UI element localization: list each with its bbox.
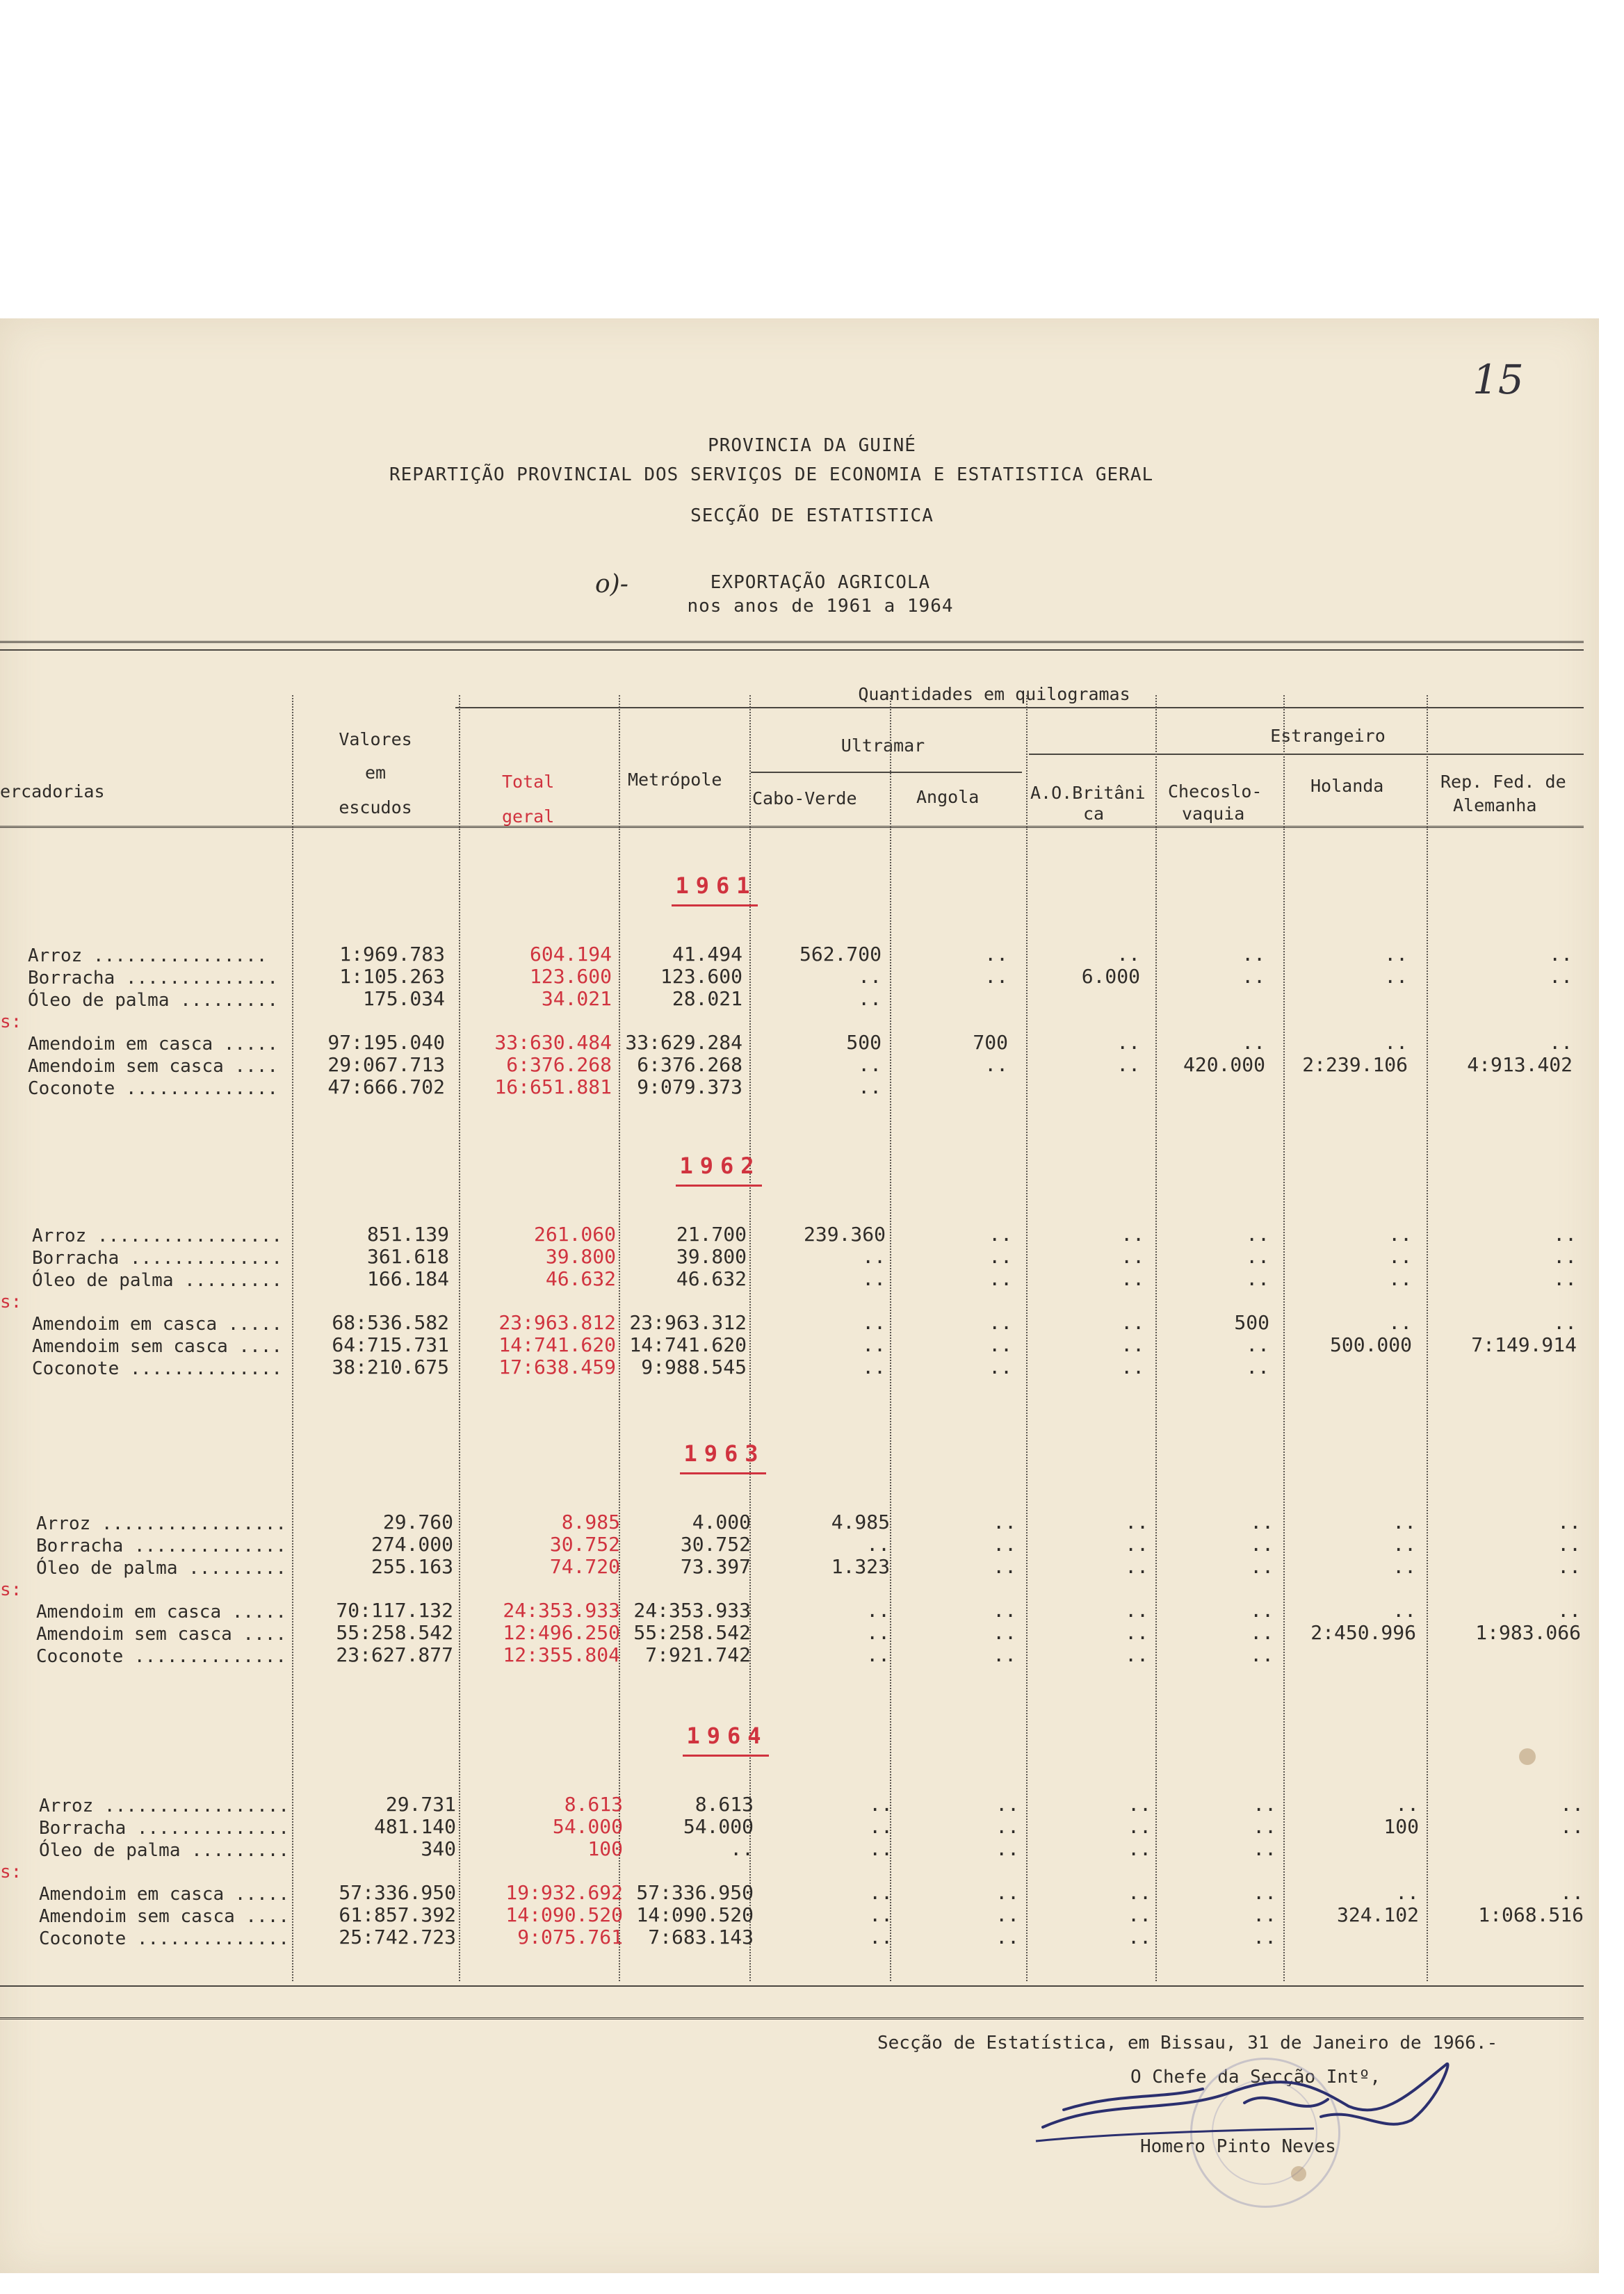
product-name: Amendoim sem casca .... xyxy=(39,1906,290,1927)
col-ultramar: Ultramar xyxy=(841,735,925,756)
cell-angola: .. xyxy=(996,1793,1019,1816)
product-name: Amendoim sem casca .... xyxy=(28,1056,279,1077)
cell-valores: 25:742.723 xyxy=(339,1926,456,1949)
cell-holanda: .. xyxy=(1384,1031,1408,1054)
cell-cabo-verde: .. xyxy=(866,1621,890,1644)
col-checo-2: vaquia xyxy=(1182,804,1245,824)
cell-metropole: 7:921.742 xyxy=(645,1643,751,1666)
cell-holanda: .. xyxy=(1395,1881,1419,1904)
product-name: Amendoim em casca ..... xyxy=(32,1314,283,1335)
cell-checo: .. xyxy=(1246,1333,1269,1356)
product-name: Arroz ................. xyxy=(39,1796,290,1816)
cell-cabo-verde: .. xyxy=(858,987,882,1010)
cell-total: 74.720 xyxy=(549,1555,620,1578)
cell-metropole: 8.613 xyxy=(695,1793,754,1816)
paper-stain xyxy=(1519,1748,1536,1765)
cell-rfa: 4:913.402 xyxy=(1467,1053,1573,1076)
cell-holanda: .. xyxy=(1384,943,1408,966)
cell-holanda: .. xyxy=(1392,1555,1416,1578)
cell-rfa: .. xyxy=(1560,1881,1584,1904)
cell-valores: 255.163 xyxy=(371,1555,453,1578)
cell-cabo-verde: .. xyxy=(866,1643,890,1666)
cell-valores: 175.034 xyxy=(362,987,445,1010)
cell-angola: .. xyxy=(989,1333,1012,1356)
col-checo-1: Checoslo- xyxy=(1168,781,1262,802)
col-aoc-1: A.O.Britâni xyxy=(1030,783,1146,803)
cell-valores: 29.760 xyxy=(382,1511,453,1534)
cell-cabo-verde: .. xyxy=(869,1837,893,1860)
cell-checo: .. xyxy=(1242,943,1265,966)
cell-rfa: .. xyxy=(1557,1555,1581,1578)
cell-total: 16:651.881 xyxy=(494,1075,612,1098)
cell-valores: 481.140 xyxy=(373,1815,456,1838)
cell-cabo-verde: .. xyxy=(862,1356,886,1378)
group-label: s: xyxy=(0,1011,22,1032)
cell-checo: .. xyxy=(1242,965,1265,988)
document-subtitle: nos anos de 1961 a 1964 xyxy=(687,596,954,617)
product-name: Arroz ................ xyxy=(28,945,268,966)
cell-angola: .. xyxy=(989,1267,1012,1290)
cell-angola: .. xyxy=(993,1533,1016,1556)
table-top-rule-2 xyxy=(0,649,1584,651)
cell-valores: 55:258.542 xyxy=(336,1621,453,1644)
col-metropole: Metrópole xyxy=(628,770,722,790)
cell-aoc: .. xyxy=(1125,1643,1148,1666)
cell-valores: 361.618 xyxy=(366,1245,449,1268)
header-line-1: PROVINCIA DA GUINÉ xyxy=(708,435,916,456)
section-letter: o)- xyxy=(595,570,628,599)
cell-cabo-verde: 1.323 xyxy=(831,1555,890,1578)
cell-aoc: .. xyxy=(1116,1053,1140,1076)
cell-rfa: 1:068.516 xyxy=(1478,1903,1584,1926)
cell-aoc: .. xyxy=(1128,1837,1151,1860)
col-rfa-1: Rep. Fed. de xyxy=(1440,772,1566,792)
cell-cabo-verde: .. xyxy=(869,1815,893,1838)
cell-aoc: .. xyxy=(1121,1311,1144,1334)
cell-aoc: .. xyxy=(1128,1926,1151,1949)
cell-total: 54.000 xyxy=(552,1815,623,1838)
cell-angola: .. xyxy=(993,1599,1016,1622)
cell-valores: 274.000 xyxy=(371,1533,453,1556)
cell-rfa: .. xyxy=(1553,1311,1577,1334)
product-name: Óleo de palma ......... xyxy=(39,1840,290,1861)
cell-aoc: .. xyxy=(1125,1599,1148,1622)
group-label: s: xyxy=(0,1862,22,1882)
cell-holanda: .. xyxy=(1388,1267,1412,1290)
cell-cabo-verde: .. xyxy=(869,1926,893,1949)
cell-metropole: 33:629.284 xyxy=(625,1031,742,1054)
cell-total: 12:355.804 xyxy=(503,1643,620,1666)
document-title: EXPORTAÇÃO AGRICOLA xyxy=(710,572,931,593)
cell-holanda: 2:450.996 xyxy=(1310,1621,1416,1644)
product-name: Amendoim em casca ..... xyxy=(28,1034,279,1055)
cell-checo: .. xyxy=(1250,1533,1274,1556)
footer-place-date: Secção de Estatística, em Bissau, 31 de Janeiro de 1966.- xyxy=(877,2033,1498,2053)
cell-cabo-verde: .. xyxy=(858,1053,882,1076)
product-name: Amendoim sem casca .... xyxy=(32,1336,283,1357)
cell-aoc: .. xyxy=(1128,1903,1151,1926)
cell-holanda: 500.000 xyxy=(1329,1333,1412,1356)
product-name: Amendoim sem casca .... xyxy=(36,1624,287,1645)
product-name: Óleo de palma ......... xyxy=(28,990,279,1011)
cell-valores: 57:336.950 xyxy=(339,1881,456,1904)
cell-valores: 70:117.132 xyxy=(336,1599,453,1622)
cell-aoc: .. xyxy=(1116,943,1140,966)
cell-aoc: 6.000 xyxy=(1081,965,1140,988)
cell-metropole: 21.700 xyxy=(676,1223,747,1246)
cell-metropole: 55:258.542 xyxy=(633,1621,751,1644)
cell-holanda: .. xyxy=(1388,1223,1412,1246)
cell-aoc: .. xyxy=(1125,1533,1148,1556)
cell-checo: .. xyxy=(1250,1599,1274,1622)
cell-checo: .. xyxy=(1246,1356,1269,1378)
cell-total: 23:963.812 xyxy=(498,1311,616,1334)
cell-total: 8.985 xyxy=(561,1511,620,1534)
group-label: s: xyxy=(0,1292,22,1312)
cell-total: 39.800 xyxy=(545,1245,616,1268)
cell-total: 34.021 xyxy=(541,987,612,1010)
cell-total: 46.632 xyxy=(545,1267,616,1290)
group-label: s: xyxy=(0,1579,22,1600)
cell-cabo-verde: .. xyxy=(862,1311,886,1334)
paper-stain xyxy=(1291,2166,1306,2181)
cell-metropole: 24:353.933 xyxy=(633,1599,751,1622)
table-top-rule xyxy=(0,641,1584,643)
cell-checo: .. xyxy=(1253,1837,1276,1860)
cell-checo: .. xyxy=(1253,1881,1276,1904)
product-name: Arroz ................. xyxy=(36,1513,287,1534)
cell-holanda: .. xyxy=(1392,1533,1416,1556)
cell-metropole: 123.600 xyxy=(660,965,742,988)
year-heading: 1961 xyxy=(675,872,757,899)
cell-angola: .. xyxy=(993,1643,1016,1666)
cell-cabo-verde: .. xyxy=(862,1245,886,1268)
cell-aoc: .. xyxy=(1125,1511,1148,1534)
cell-metropole: .. xyxy=(730,1837,754,1860)
product-name: Borracha .............. xyxy=(28,968,279,989)
cell-cabo-verde: 239.360 xyxy=(803,1223,886,1246)
rule-ultramar xyxy=(751,772,1022,773)
cell-aoc: .. xyxy=(1121,1333,1144,1356)
cell-angola: .. xyxy=(989,1245,1012,1268)
cell-valores: 340 xyxy=(421,1837,456,1860)
cell-cabo-verde: .. xyxy=(869,1881,893,1904)
cell-checo: .. xyxy=(1250,1511,1274,1534)
cell-aoc: .. xyxy=(1125,1555,1148,1578)
cell-aoc: .. xyxy=(1121,1245,1144,1268)
cell-valores: 1:105.263 xyxy=(339,965,445,988)
product-name: Coconote .............. xyxy=(28,1078,279,1099)
cell-total: 9:075.761 xyxy=(517,1926,623,1949)
cell-checo: .. xyxy=(1246,1267,1269,1290)
cell-checo: .. xyxy=(1253,1793,1276,1816)
col-rfa-2: Alemanha xyxy=(1453,795,1537,815)
cell-metropole: 4.000 xyxy=(692,1511,751,1534)
footer-name: Homero Pinto Neves xyxy=(1140,2136,1336,2157)
product-name: Coconote .............. xyxy=(36,1646,287,1667)
page-number: 15 xyxy=(1472,356,1524,403)
cell-metropole: 57:336.950 xyxy=(636,1881,754,1904)
cell-aoc: .. xyxy=(1125,1621,1148,1644)
year-underline xyxy=(683,1755,769,1757)
cell-total: 19:932.692 xyxy=(505,1881,623,1904)
cell-holanda: .. xyxy=(1384,965,1408,988)
cell-aoc: .. xyxy=(1128,1793,1151,1816)
cell-total: 24:353.933 xyxy=(503,1599,620,1622)
cell-aoc: .. xyxy=(1121,1223,1144,1246)
cell-rfa: .. xyxy=(1549,943,1573,966)
col-total-1: Total xyxy=(502,772,555,792)
cell-rfa: .. xyxy=(1557,1533,1581,1556)
cell-total: 30.752 xyxy=(549,1533,620,1556)
cell-metropole: 73.397 xyxy=(680,1555,751,1578)
product-name: Borracha .............. xyxy=(39,1818,290,1839)
cell-checo: .. xyxy=(1246,1223,1269,1246)
cell-total: 14:741.620 xyxy=(498,1333,616,1356)
cell-rfa: .. xyxy=(1560,1793,1584,1816)
cell-angola: 700 xyxy=(973,1031,1008,1054)
cell-metropole: 41.494 xyxy=(672,943,742,966)
cell-angola: .. xyxy=(996,1815,1019,1838)
product-name: Amendoim em casca ..... xyxy=(36,1602,287,1622)
cell-angola: .. xyxy=(993,1621,1016,1644)
cell-cabo-verde: 500 xyxy=(846,1031,882,1054)
cell-aoc: .. xyxy=(1121,1267,1144,1290)
col-valores-2: em xyxy=(364,763,387,783)
cell-valores: 851.139 xyxy=(366,1223,449,1246)
col-valores-3: escudos xyxy=(339,797,412,817)
cell-cabo-verde: 4.985 xyxy=(831,1511,890,1534)
cell-valores: 61:857.392 xyxy=(339,1903,456,1926)
cell-angola: .. xyxy=(984,965,1008,988)
cell-rfa: .. xyxy=(1549,965,1573,988)
cell-valores: 166.184 xyxy=(366,1267,449,1290)
cell-rfa: .. xyxy=(1553,1267,1577,1290)
cell-holanda: 100 xyxy=(1383,1815,1419,1838)
cell-metropole: 9:079.373 xyxy=(637,1075,742,1098)
cell-checo: .. xyxy=(1250,1555,1274,1578)
cell-holanda: .. xyxy=(1388,1245,1412,1268)
cell-checo: .. xyxy=(1250,1621,1274,1644)
cell-aoc: .. xyxy=(1128,1815,1151,1838)
cell-angola: .. xyxy=(989,1223,1012,1246)
cell-angola: .. xyxy=(996,1926,1019,1949)
cell-valores: 23:627.877 xyxy=(336,1643,453,1666)
cell-rfa: .. xyxy=(1553,1223,1577,1246)
cell-holanda: .. xyxy=(1392,1599,1416,1622)
product-name: Borracha .............. xyxy=(32,1248,283,1269)
cell-total: 12:496.250 xyxy=(503,1621,620,1644)
cell-metropole: 6:376.268 xyxy=(637,1053,742,1076)
product-name: Arroz ................. xyxy=(32,1226,283,1246)
product-name: Coconote .............. xyxy=(32,1358,283,1379)
cell-cabo-verde: .. xyxy=(869,1903,893,1926)
cell-cabo-verde: .. xyxy=(869,1793,893,1816)
cell-total: 6:376.268 xyxy=(506,1053,612,1076)
col-holanda: Holanda xyxy=(1310,776,1384,796)
cell-valores: 1:969.783 xyxy=(339,943,445,966)
cell-valores: 29.731 xyxy=(385,1793,456,1816)
year-underline xyxy=(672,904,758,906)
cell-cabo-verde: .. xyxy=(858,965,882,988)
product-name: Óleo de palma ......... xyxy=(32,1270,283,1291)
year-underline xyxy=(676,1185,762,1187)
cell-total: 261.060 xyxy=(533,1223,616,1246)
cell-angola: .. xyxy=(984,1053,1008,1076)
cell-cabo-verde: .. xyxy=(862,1333,886,1356)
cell-metropole: 14:090.520 xyxy=(636,1903,754,1926)
cell-metropole: 46.632 xyxy=(676,1267,747,1290)
cell-checo: .. xyxy=(1253,1903,1276,1926)
cell-holanda: .. xyxy=(1388,1311,1412,1334)
cell-valores: 64:715.731 xyxy=(332,1333,449,1356)
col-mercadorias: ercadorias xyxy=(0,781,105,802)
cell-rfa: .. xyxy=(1549,1031,1573,1054)
cell-total: 14:090.520 xyxy=(505,1903,623,1926)
cell-total: 604.194 xyxy=(529,943,612,966)
cell-metropole: 9:988.545 xyxy=(641,1356,747,1378)
cell-cabo-verde: 562.700 xyxy=(799,943,882,966)
cell-checo: .. xyxy=(1242,1031,1265,1054)
col-cabo-verde: Cabo-Verde xyxy=(752,788,857,808)
cell-aoc: .. xyxy=(1121,1356,1144,1378)
cell-metropole: 54.000 xyxy=(683,1815,754,1838)
year-heading: 1962 xyxy=(679,1153,761,1179)
col-aoc-2: ca xyxy=(1083,804,1105,824)
cell-metropole: 30.752 xyxy=(680,1533,751,1556)
cell-rfa: .. xyxy=(1557,1599,1581,1622)
cell-cabo-verde: .. xyxy=(866,1599,890,1622)
col-total-2: geral xyxy=(502,806,555,827)
cell-aoc: .. xyxy=(1128,1881,1151,1904)
cell-cabo-verde: .. xyxy=(858,1075,882,1098)
cell-valores: 97:195.040 xyxy=(327,1031,445,1054)
cell-angola: .. xyxy=(993,1511,1016,1534)
year-heading: 1964 xyxy=(686,1723,768,1749)
cell-metropole: 23:963.312 xyxy=(629,1311,747,1334)
cell-cabo-verde: .. xyxy=(862,1267,886,1290)
cell-cabo-verde: .. xyxy=(866,1533,890,1556)
col-estrangeiro: Estrangeiro xyxy=(1270,726,1386,746)
cell-angola: .. xyxy=(989,1356,1012,1378)
cell-checo: 500 xyxy=(1234,1311,1269,1334)
table-header-rule xyxy=(0,826,1584,828)
cell-total: 8.613 xyxy=(564,1793,623,1816)
cell-valores: 47:666.702 xyxy=(327,1075,445,1098)
header-line-2: REPARTIÇÃO PROVINCIAL DOS SERVIÇOS DE ECONOMIA E ESTATISTICA GERAL xyxy=(389,464,1154,485)
cell-metropole: 28.021 xyxy=(672,987,742,1010)
footer-chief: O Chefe da Secção Intº, xyxy=(1130,2067,1381,2088)
table-bottom-rule xyxy=(0,1985,1584,1987)
cell-rfa: .. xyxy=(1553,1245,1577,1268)
cell-rfa: .. xyxy=(1560,1815,1584,1838)
cell-total: 123.600 xyxy=(529,965,612,988)
cell-angola: .. xyxy=(989,1311,1012,1334)
year-heading: 1963 xyxy=(683,1440,765,1467)
cell-angola: .. xyxy=(996,1881,1019,1904)
cell-holanda: .. xyxy=(1395,1793,1419,1816)
cell-valores: 29:067.713 xyxy=(327,1053,445,1076)
cell-rfa: 1:983.066 xyxy=(1475,1621,1581,1644)
cell-checo: 420.000 xyxy=(1183,1053,1265,1076)
cell-checo: .. xyxy=(1246,1245,1269,1268)
cell-metropole: 39.800 xyxy=(676,1245,747,1268)
rule-quantidades xyxy=(455,707,1584,708)
cell-holanda: .. xyxy=(1392,1511,1416,1534)
cell-total: 17:638.459 xyxy=(498,1356,616,1378)
cell-checo: .. xyxy=(1253,1815,1276,1838)
cell-metropole: 7:683.143 xyxy=(648,1926,754,1949)
cell-angola: .. xyxy=(984,943,1008,966)
cell-holanda: 2:239.106 xyxy=(1302,1053,1408,1076)
product-name: Amendoim em casca ..... xyxy=(39,1884,290,1905)
table-bottom-rule-2 xyxy=(0,2017,1584,2019)
col-valores-1: Valores xyxy=(339,729,412,749)
cell-checo: .. xyxy=(1253,1926,1276,1949)
cell-metropole: 14:741.620 xyxy=(629,1333,747,1356)
cell-aoc: .. xyxy=(1116,1031,1140,1054)
header-line-3: SECÇÃO DE ESTATISTICA xyxy=(690,505,934,526)
cell-checo: .. xyxy=(1250,1643,1274,1666)
cell-valores: 68:536.582 xyxy=(332,1311,449,1334)
cell-rfa: .. xyxy=(1557,1511,1581,1534)
cell-angola: .. xyxy=(996,1837,1019,1860)
rule-estrangeiro xyxy=(1029,754,1584,755)
cell-rfa: 7:149.914 xyxy=(1471,1333,1577,1356)
cell-total: 100 xyxy=(587,1837,623,1860)
cell-total: 33:630.484 xyxy=(494,1031,612,1054)
product-name: Óleo de palma ......... xyxy=(36,1558,287,1579)
product-name: Borracha .............. xyxy=(36,1536,287,1556)
col-angola: Angola xyxy=(916,787,980,807)
col-quantidades: Quantidades em quilogramas xyxy=(858,684,1130,704)
cell-holanda: 324.102 xyxy=(1336,1903,1419,1926)
cell-angola: .. xyxy=(996,1903,1019,1926)
cell-valores: 38:210.675 xyxy=(332,1356,449,1378)
year-underline xyxy=(680,1472,766,1474)
cell-angola: .. xyxy=(993,1555,1016,1578)
product-name: Coconote .............. xyxy=(39,1928,290,1949)
